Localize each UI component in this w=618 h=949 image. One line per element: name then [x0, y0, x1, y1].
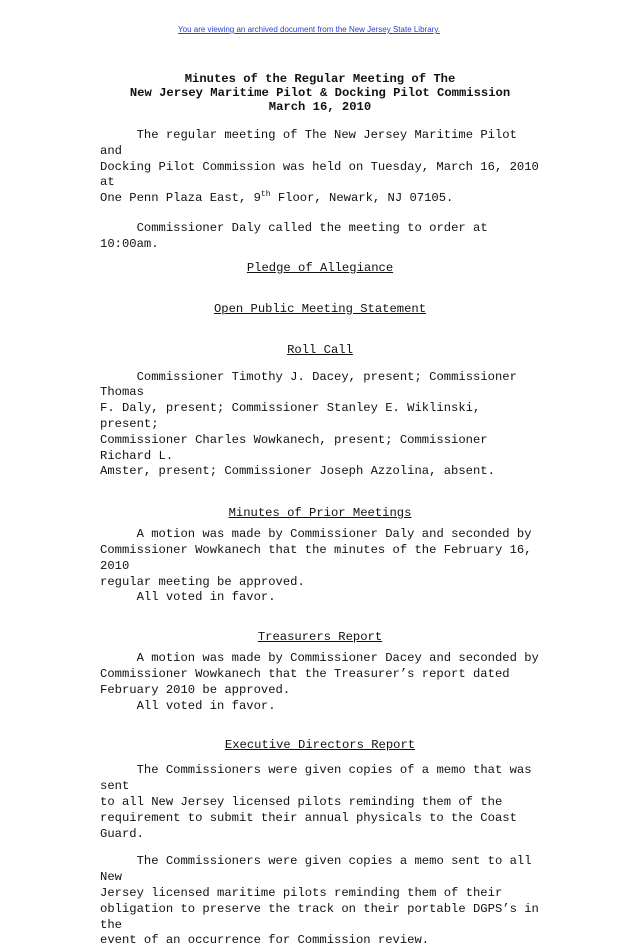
intro-paragraph [100, 128, 540, 207]
executive-paragraph-1: The Commissioners were given copies of a memo that was sent to all New Jersey licensed pilots reminding them of the requirement to submit their annual physicals to the Coast Guard. [100, 763, 532, 841]
document-title [100, 72, 540, 114]
heading-open-public [100, 302, 540, 317]
executive-paragraph-2: The Commissioners were given copies a memo sent to all New Jersey licensed maritime pilots reminding them of their obligation to preserve the track on their portable DGPS’s in the event of an occurrence for Commission review. [100, 854, 539, 948]
minutes-paragraph: A motion was made by Commissioner Daly and seconded by Commissioner Wowkanech that the minutes of the February 16, 2010 regular meeting be approved. All voted in favor. [100, 527, 532, 605]
title-line-2: New Jersey Maritime Pilot & Docking Pilot Commission [129, 86, 511, 100]
treasurer-paragraph: A motion was made by Commissioner Dacey and seconded by Commissioner Wowkanech that the Treasurer’s report dated February 2010 be approved. All voted in favor. [100, 651, 539, 713]
intro-text-b: Floor, Newark, NJ 07105. [270, 191, 454, 206]
call-to-order-paragraph: Commissioner Daly called the meeting to order at 10:00am. [100, 220, 495, 251]
floor-ordinal: th [260, 190, 271, 200]
intro-text-a: The regular meeting of The New Jersey Maritime Pilot and Docking Pilot Commission was held on Tuesday, March 16, 2010 at One Penn Plaza East, 9 [100, 128, 539, 206]
title-line-1: Minutes of the Regular Meeting of The [184, 72, 456, 86]
heading-treasurers [100, 630, 540, 645]
heading-minutes-prior-text: Minutes of Prior Meetings [228, 506, 412, 521]
heading-pledge-text: Pledge of Allegiance [246, 260, 394, 275]
heading-executive-text: Executive Directors Report [224, 738, 416, 753]
heading-minutes-prior [100, 506, 540, 521]
title-line-3: March 16, 2010 [268, 100, 372, 114]
heading-executive [100, 738, 540, 753]
heading-roll-call [100, 343, 540, 358]
roll-call-paragraph: Commissioner Timothy J. Dacey, present; Commissioner Thomas F. Daly, present; Commissioner Stanley E. Wiklinski, present; Commissioner Charles Wowkanech, present; Commissioner Richard L. Amster, present; Commissioner Joseph Azzolina, absent. [100, 369, 517, 479]
heading-treasurers-text: Treasurers Report [257, 630, 383, 645]
heading-roll-call-text: Roll Call [287, 342, 353, 357]
heading-pledge [100, 261, 540, 276]
heading-open-public-text: Open Public Meeting Statement [213, 301, 427, 316]
archive-banner-link[interactable]: You are viewing an archived document from the New Jersey State Library. [178, 25, 440, 34]
document-page [100, 72, 540, 949]
